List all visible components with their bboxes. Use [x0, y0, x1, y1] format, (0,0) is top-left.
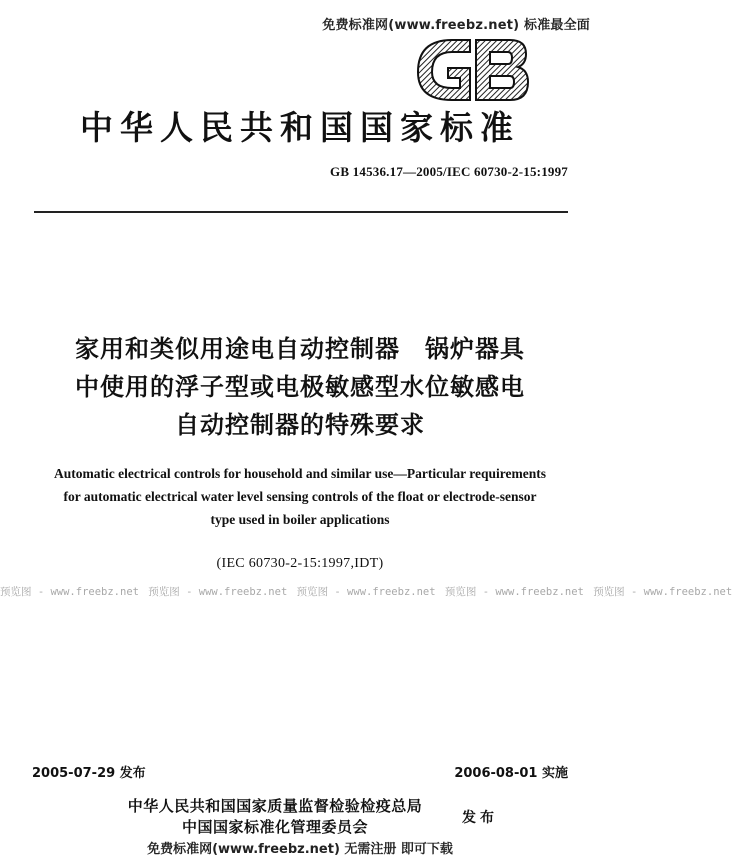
watermark-text: 预览图 - www.freebz.net — [148, 586, 288, 598]
publish-label: 发布 — [462, 810, 498, 826]
issuing-authority — [100, 796, 450, 836]
implementation-date: 2006-08-01 实施 — [454, 766, 568, 781]
english-title — [0, 462, 600, 531]
english-title-line: Automatic electrical controls for household and similar use—Particular requirements — [54, 466, 546, 481]
chinese-title — [0, 330, 600, 444]
watermark-text: 预览图 - www.freebz.net — [0, 586, 139, 598]
org-title: 中华人民共和国国家标准 — [80, 108, 520, 147]
chinese-title-line: 中使用的浮子型或电极敏感型水位敏感电 — [75, 373, 525, 401]
gb-logo — [412, 34, 532, 100]
watermark-strip — [0, 584, 733, 598]
watermark-text: 预览图 - www.freebz.net — [296, 586, 436, 598]
issuer-line: 中国国家标准化管理委员会 — [181, 818, 368, 836]
watermark-text: 预览图 - www.freebz.net — [593, 586, 733, 598]
top-banner: 免费标准网(www.freebz.net) 标准最全面 — [322, 18, 590, 33]
english-title-line: for automatic electrical water level sensing controls of the float or electrode-sensor — [63, 489, 537, 504]
english-title-line: type used in boiler applications — [210, 512, 390, 527]
issuer-line: 中华人民共和国国家质量监督检验检疫总局 — [127, 797, 423, 815]
issue-date: 2005-07-29 发布 — [32, 766, 146, 781]
iec-reference: (IEC 60730-2-15:1997,IDT) — [216, 556, 384, 571]
header-divider — [34, 211, 568, 213]
chinese-title-line: 家用和类似用途电自动控制器 锅炉器具 — [75, 335, 525, 363]
bottom-banner: 免费标准网(www.freebz.net) 无需注册 即可下载 — [147, 842, 453, 857]
chinese-title-line: 自动控制器的特殊要求 — [175, 411, 425, 439]
watermark-text: 预览图 - www.freebz.net — [444, 586, 584, 598]
standard-number: GB 14536.17—2005/IEC 60730-2-15:1997 — [330, 164, 568, 179]
